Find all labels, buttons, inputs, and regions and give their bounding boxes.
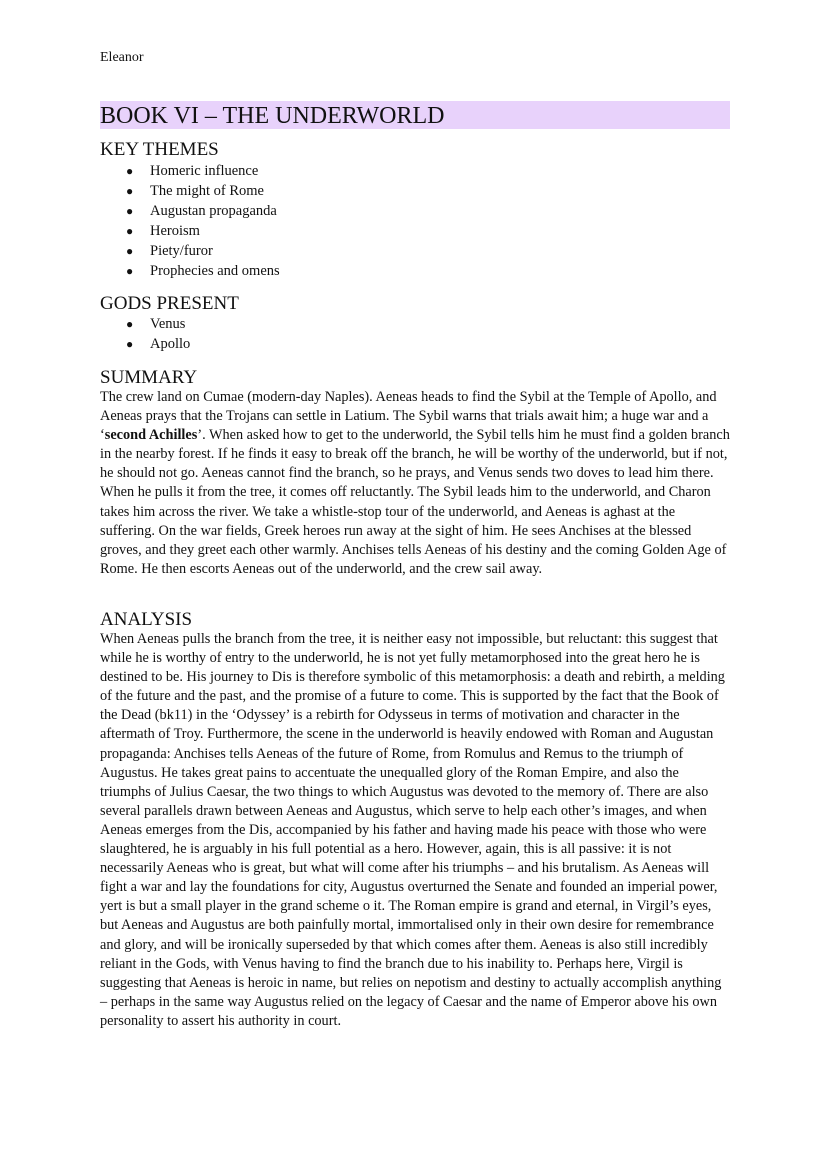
list-item: ● Prophecies and omens [126,263,280,279]
summary-paragraph: The crew land on Cumae (modern-day Naples). Aeneas heads to find the Sybil at the Temple of Apollo, and Aeneas prays that the Trojans can settle in Latium. The Sybil warns that trials await him; a huge war and a ‘second Achilles’. When asked how to get to the underworld, the Sybil tells him he must find a golden branch in the nearby forest. If he finds it easy to break off the branch, he will be worthy of the underworld, but if not, he should not go. Aeneas cannot find the branch, so he prays, and Venus sends two doves to lead him there. When he pulls it from the tree, it comes off reluctantly. The Sybil leads him to the underworld, and Charon takes him across the river. We take a whistle-stop tour of the underworld, and Aeneas is aghast at the suffering. On the war fields, Greek heroes run away at the sight of him. He sees Anchises at the blessed groves, and they greet each other warmly. Anchises tells Aeneas of his destiny and the coming Golden Age of Rome. He then escorts Aeneas out of the underworld, and the crew sail away. [100,389,730,577]
bullet-icon: ● [126,164,134,178]
list-item: ● The might of Rome [126,183,264,199]
gods-present-heading: GODS PRESENT [100,293,239,314]
key-themes-heading: KEY THEMES [100,139,219,160]
analysis-paragraph: When Aeneas pulls the branch from the tree, it is neither easy not impossible, but reluctant: this suggest that while he is worthy of entry to the underworld, he is not yet fully metamorphosed into the great hero he is destined to be. His journey to Dis is therefore symbolic of this metamorphosis: a death and rebirth, a melding of the future and the past, and the promise of a future to come. This is supported by the fact that the Book of the Dead (bk11) in the ‘Odyssey’ is a rebirth for Odysseus in terms of motivation and character in the aftermath of Troy. Furthermore, the scene in the underworld is heavily endowed with Roman and Augustan propaganda: Anchises tells Aeneas of the future of Rome, from Romulus and Remus to the triumph of Augustus. He takes great pains to accentuate the unequalled glory of the Roman Empire, and also the triumphs of Julius Caesar, the two things to which Augustus was devoted to the memory of. There are also several parallels drawn between Aeneas and Augustus, which serve to help each other’s images, and when Aeneas emerges from the Dis, accompanied by his father and having made his peace with those who were slaughtered, he is arguably in his full potential as a hero. However, again, this is all passive: it is not necessarily Aeneas who is great, but what will come after his triumphs – and his brutalism. As Aeneas will fight a war and lay the foundations for city, Augustus overturned the Senate and founded an imperial power, yert is but a small player in the grand scheme o it. The Roman empire is grand and eternal, in Virgil’s eyes, but Aeneas and Augustus are both painfully mortal, immortalised only in their own desire for remembrance and glory, and will be ironically superseded by that which comes after them. Aeneas is also still incredibly reliant in the Gods, with Venus having to find the branch due to his inability to. Perhaps here, Virgil is suggesting that Aeneas is heroic in name, but relies on nepotism and destiny to actually accomplish anything – perhaps in the same way Augustus relied on the legacy of Caesar and the name of Emperor above his own personality to assert his authority in court. [100,631,725,1029]
list-item: ● Venus [126,316,186,332]
emphasis: second Achilles [104,427,198,444]
bullet-icon: ● [126,224,134,238]
summary-heading: SUMMARY [100,367,198,388]
bullet-icon: ● [126,244,134,258]
key-themes-list [100,161,730,281]
list-item: ● Homeric influence [126,163,259,179]
gods-present-list [100,314,730,354]
title-highlight [100,101,730,129]
analysis-heading: ANALYSIS [100,609,193,630]
page-title: BOOK VI – THE UNDERWORLD [100,103,445,129]
bullet-icon: ● [126,337,134,351]
list-item: ● Heroism [126,223,200,239]
bullet-icon: ● [126,204,134,218]
bullet-icon: ● [126,264,134,278]
author-name: Eleanor [100,50,144,65]
bullet-icon: ● [126,184,134,198]
list-item: ● Apollo [126,336,191,352]
bullet-icon: ● [126,317,134,331]
list-item: ● Piety/furor [126,243,213,259]
list-item: ● Augustan propaganda [126,203,277,219]
